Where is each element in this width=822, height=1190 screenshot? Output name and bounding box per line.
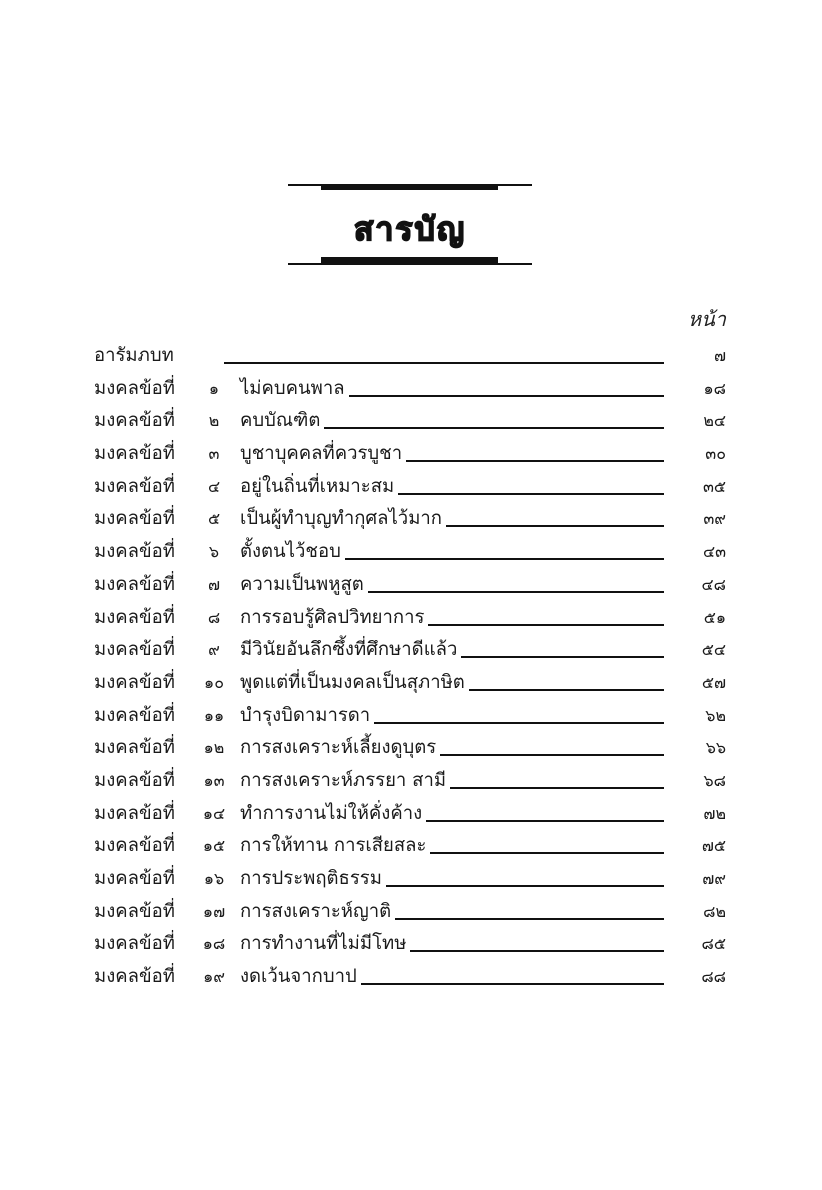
entry-prefix: มงคลข้อที่ [94,933,175,955]
entry-page-number: ๖๘ [703,770,726,790]
entry-page-number: ๑๘ [703,378,726,398]
toc-entry[interactable] [94,863,734,896]
toc-entry[interactable] [94,602,734,635]
entry-prefix: มงคลข้อที่ [94,541,175,563]
entry-prefix: มงคลข้อที่ [94,671,175,693]
title-bottom-rule [288,263,532,265]
entry-title: การสงเคราะห์เลี้ยงดูบุตร [240,732,440,764]
entry-number: ๑๕ [202,836,226,856]
table-of-contents [94,340,734,994]
toc-entry[interactable] [94,667,734,700]
entry-page-number: ๕๔ [701,640,726,660]
entry-prefix: มงคลข้อที่ [94,966,175,988]
entry-page-number: ๘๕ [701,934,726,954]
entry-number: ๑๖ [203,869,225,888]
toc-entry[interactable] [94,634,734,667]
entry-number: ๕ [207,509,221,529]
entry-prefix: อารัมภบท [94,345,174,366]
entry-title: การให้ทาน การเสียสละ [240,830,430,862]
toc-entry[interactable] [94,503,734,536]
entry-title: บูชาบุคคลที่ควรบูชา [240,438,406,470]
entry-number: ๘ [207,607,221,627]
entry-page-number: ๖๖ [705,738,726,758]
entry-prefix: มงคลข้อที่ [94,900,175,922]
page-title: สารบัญ [353,210,467,248]
entry-title: พูดแต่ที่เป็นมงคลเป็นสุภาษิต [240,667,469,699]
entry-number: ๒ [208,411,220,431]
toc-entry[interactable] [94,961,734,994]
entry-title: การสงเคราะห์ญาติ [240,896,395,928]
entry-number: ๔ [207,476,221,496]
title-top-bar [321,184,498,190]
toc-entry[interactable] [94,896,734,929]
entry-title: คบบัณฑิต [240,405,324,437]
entry-page-number: ๓๐ [705,444,726,464]
entry-page-number: ๓๙ [703,509,726,529]
entry-title: การรอบรู้ศิลปวิทยาการ [240,602,428,634]
entry-prefix: มงคลข้อที่ [94,802,175,824]
entry-page-number: ๒๔ [703,411,726,431]
entry-prefix: มงคลข้อที่ [94,475,175,497]
entry-prefix: มงคลข้อที่ [94,737,175,759]
entry-title: ไม่คบคนพาล [240,373,349,405]
entry-prefix: มงคลข้อที่ [94,377,175,399]
entry-number: ๑๙ [203,967,225,987]
entry-page-number: ๖๒ [705,705,726,725]
entry-title: อยู่ในถิ่นที่เหมาะสม [240,471,398,503]
entry-number: ๑๒ [203,738,225,758]
entry-number: ๑๓ [203,770,225,790]
entry-title: มีวินัยอันลึกซึ้งที่ศึกษาดีแล้ว [240,634,461,666]
entry-page-number: ๗๙ [702,869,726,888]
entry-page-number: ๗ [713,346,726,365]
entry-page-number: ๘๘ [701,967,726,987]
entry-page-number: ๕๑ [703,607,726,627]
entry-prefix: มงคลข้อที่ [94,573,175,595]
entry-number: ๙ [208,640,220,660]
entry-number: ๓ [208,444,220,464]
toc-entry[interactable] [94,732,734,765]
entry-title: ตั้งตนไว้ชอบ [240,536,345,568]
entry-prefix: มงคลข้อที่ [94,410,175,432]
toc-entry[interactable] [94,700,734,733]
entry-number: ๑ [208,378,220,398]
entry-title: บำรุงบิดามารดา [240,700,374,732]
entry-prefix: มงคลข้อที่ [94,704,175,726]
toc-entry[interactable] [94,830,734,863]
entry-page-number: ๗๒ [703,803,726,823]
entry-page-number: ๔๓ [702,542,726,562]
entry-page-number: ๕๗ [701,672,726,692]
entry-prefix: มงคลข้อที่ [94,868,175,889]
entry-prefix: มงคลข้อที่ [94,606,175,628]
entry-number: ๑๗ [202,901,226,921]
toc-title-block [288,182,532,266]
toc-entry[interactable] [94,405,734,438]
entry-page-number: ๔๘ [701,574,726,594]
entry-number: ๑๔ [202,803,226,823]
entry-page-number: ๘๒ [703,901,726,921]
entry-page-number: ๗๕ [701,836,726,856]
entry-number: ๑๑ [203,705,225,725]
toc-entry[interactable] [94,373,734,406]
entry-number: ๗ [207,574,221,594]
entry-prefix: มงคลข้อที่ [94,835,175,857]
entry-prefix: มงคลข้อที่ [94,639,175,661]
entry-title: การสงเคราะห์ภรรยา สามี [240,765,450,797]
entry-page-number: ๓๕ [702,476,726,496]
entry-prefix: มงคลข้อที่ [94,508,175,530]
toc-entry[interactable] [94,569,734,602]
toc-entry[interactable] [94,438,734,471]
toc-entry[interactable] [94,471,734,504]
toc-entry[interactable] [94,536,734,569]
entry-title: ความเป็นพหูสูต [240,569,368,601]
toc-entry[interactable] [94,765,734,798]
toc-entry[interactable] [94,798,734,831]
entry-number: ๑๘ [202,934,226,954]
entry-title: การประพฤติธรรม [240,863,386,895]
entry-title: การทำงานที่ไม่มีโทษ [240,928,410,960]
toc-entry[interactable] [94,340,734,373]
entry-number: ๖ [208,542,220,562]
entry-prefix: มงคลข้อที่ [94,769,175,791]
entry-prefix: มงคลข้อที่ [94,443,175,465]
entry-title: ทำการงานไม่ให้คั่งค้าง [240,798,426,830]
entry-title: เป็นผู้ทำบุญทำกุศลไว้มาก [240,503,446,535]
leader-line [224,362,664,364]
page-column-header: หน้า [687,307,726,331]
entry-title: งดเว้นจากบาป [240,961,361,993]
toc-entry[interactable] [94,928,734,961]
entry-number: ๑๐ [204,672,224,692]
